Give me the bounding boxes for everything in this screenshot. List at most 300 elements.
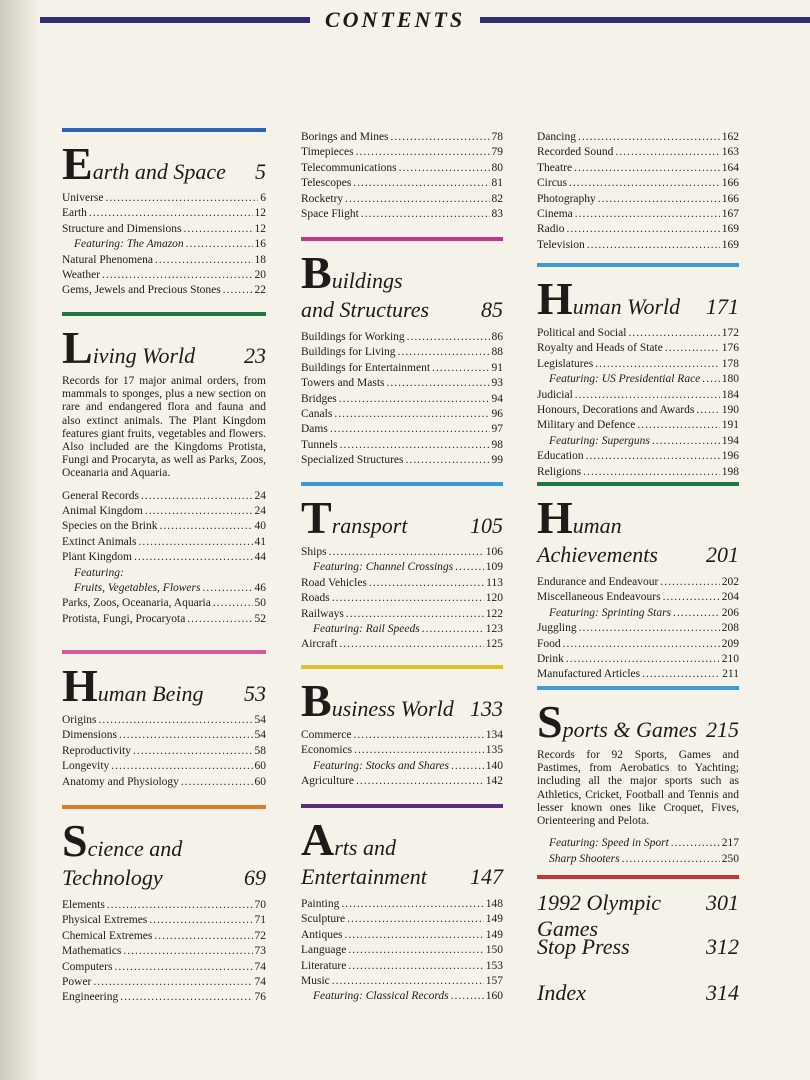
toc-entry[interactable] [62,990,266,1005]
toc-entry[interactable] [301,989,503,1004]
entry-page: 184 [721,388,739,401]
entry-title: Photography [537,192,596,205]
section-arts-and-entertainment [301,804,503,1005]
dot-leader [347,912,484,927]
toc-entry[interactable] [62,759,266,774]
section-human-being [62,650,266,790]
entry-page: 123 [485,623,503,636]
toc-entry[interactable] [301,438,503,453]
dot-leader [145,504,253,519]
stop-press-entry[interactable] [537,934,739,960]
entry-title: Honours, Decorations and Awards [537,404,695,417]
toc-entry[interactable] [537,388,739,403]
entry-title: Military and Defence [537,419,636,432]
section-page: 105 [470,513,503,538]
entry-page: 166 [721,177,739,190]
entry-page: 46 [254,582,266,595]
section-arts-continued [537,130,739,253]
entry-page: 167 [721,208,739,221]
entry-page: 211 [722,668,739,681]
section-page: 133 [470,696,503,721]
toc-entry[interactable] [301,392,503,407]
toc-entry[interactable] [62,913,266,928]
entry-title: Featuring: US Presidential Race [549,373,701,386]
entry-title: Agriculture [301,775,355,788]
toc-entry[interactable] [301,130,503,145]
entry-title: Computers [62,960,113,973]
dot-leader [399,161,490,176]
toc-entry[interactable] [537,637,739,652]
section-heading[interactable] [537,492,739,543]
entry-page: 109 [485,561,503,574]
toc-entry[interactable] [62,237,266,252]
toc-entry[interactable] [62,775,266,790]
entry-page: 209 [721,637,739,650]
entry-page: 76 [254,991,266,1004]
section-title: uman Being [97,681,204,706]
section-heading[interactable] [62,322,266,373]
entry-title: Earth [62,207,87,220]
toc-entry[interactable] [301,897,503,912]
toc-entry[interactable] [301,376,503,391]
toc-entry[interactable] [62,744,266,759]
entry-page: 176 [721,342,739,355]
toc-entry[interactable] [301,576,503,591]
entry-title: Canals [301,408,333,421]
dot-leader [406,453,490,468]
entry-title: Extinct Animals [62,535,137,548]
entry-page: 134 [485,729,503,741]
toc-entry[interactable] [537,590,739,605]
toc-entry[interactable] [301,591,503,606]
toc-entry[interactable] [62,504,266,519]
toc-entry[interactable] [301,161,503,176]
toc-entry[interactable] [62,191,266,206]
entry-page: 82 [491,192,503,205]
entry-list [62,713,266,790]
entry-page: 202 [721,576,739,588]
entry-title: Structure and Dimensions [62,222,182,235]
entry-title: Weather [62,269,101,282]
toc-entry[interactable] [301,912,503,927]
section-page: 201 [706,542,739,567]
dot-leader [696,403,719,418]
dot-leader [114,960,252,975]
entry-page: 250 [721,852,739,865]
toc-entry[interactable] [537,667,739,682]
toc-entry[interactable] [301,145,503,160]
entry-page: 74 [254,960,266,973]
toc-entry[interactable] [62,929,266,944]
toc-entry[interactable] [62,960,266,975]
dot-leader [566,652,720,667]
drop-cap: T [301,492,332,543]
section-page: 147 [470,864,503,889]
section-title: usiness World [331,696,454,721]
toc-entry[interactable] [62,222,266,237]
dot-leader [339,392,490,407]
toc-entry[interactable] [537,652,739,667]
toc-entry[interactable] [301,407,503,422]
section-heading[interactable] [537,273,739,324]
section-title: uman World [572,294,681,319]
section-title: iving World [92,343,196,368]
entry-title: Featuring: Stocks and Shares [313,759,449,772]
entry-page: 150 [485,944,503,957]
toc-entry[interactable] [62,975,266,990]
entry-title: Radio [537,223,565,236]
toc-entry[interactable] [537,449,739,464]
toc-entry[interactable] [537,222,739,237]
section-heading[interactable] [62,815,266,866]
entry-page: 50 [254,597,266,610]
entry-page: 83 [491,208,503,221]
toc-entry[interactable] [537,434,739,449]
entry-page: 97 [491,423,503,436]
entry-page: 16 [254,238,266,251]
toc-entry[interactable] [537,403,739,418]
toc-entry[interactable] [301,453,503,468]
toc-entry[interactable] [301,928,503,943]
dot-leader [99,713,253,728]
entry-page: 93 [491,377,503,390]
section-sports-and-games [537,686,739,891]
dot-leader [348,959,483,974]
dot-leader [663,590,720,605]
entry-page: 78 [491,131,503,143]
entry-title: Anatomy and Physiology [62,775,179,788]
section-description: Records for 92 Sports, Games and Pastimes, from Aerobatics to Yachting; including all the major sports such as Athletics, Cricket, Football and Tennis and lesser known ones like Croquet, Fives, Orienteering and Pelota. [537,749,739,828]
entry-title: Commerce [301,729,352,741]
entry-title: Longevity [62,760,110,773]
entry-title: Antiques [301,928,343,941]
dot-leader [154,929,252,944]
dot-leader [569,176,720,191]
section-description: Records for 17 major animal orders, from mammals to sponges, plus a new section on rare and endangered flora and fauna and also extinct animals. The Plant Kingdom features giant fruits, vegetables and flowers. Also included are the Kingdoms Protista, Fungi and Procaryta, as well as Parks, Zoos, Oceanaria and Aquaria. [62,375,266,480]
toc-entry[interactable] [62,728,266,743]
entry-list [537,575,739,683]
entry-title: Universe [62,192,104,204]
entry-title: Protista, Fungi, Procaryota [62,612,186,625]
toc-entry[interactable] [62,612,266,627]
section-science-continued [301,130,503,222]
entry-page: 99 [491,454,503,467]
dot-leader [203,581,253,596]
entry-page: 206 [721,606,739,619]
entry-title: Theatre [537,161,573,174]
entry-page: 149 [485,913,503,926]
entry-title: Dams [301,423,328,436]
toc-entry[interactable] [301,345,503,360]
toc-entry[interactable] [62,944,266,959]
entry-page: 54 [254,729,266,742]
section-title-line2: and Structures [301,297,430,322]
entry-title: Painting [301,898,340,910]
entry-page: 60 [254,760,266,773]
toc-entry[interactable] [62,519,266,534]
toc-entry[interactable] [537,161,739,176]
toc-entry[interactable] [301,622,503,637]
entry-page: 153 [485,959,503,972]
entry-page: 91 [491,361,503,374]
dot-leader [361,207,490,222]
entry-title: Telescopes [301,177,352,190]
entry-page: 191 [721,419,739,432]
toc-entry[interactable] [62,581,266,596]
section-heading[interactable] [62,660,266,711]
entry-page: 86 [491,331,503,343]
entry-title: Elements [62,899,105,911]
dot-leader [574,161,720,176]
dot-leader [356,774,484,789]
section-title-line2: Technology [62,865,163,890]
entry-list [301,130,503,222]
entry-page: 24 [254,489,266,502]
dot-leader [578,130,720,145]
section-rule [537,482,739,486]
toc-entry[interactable] [301,974,503,989]
entry-list [62,898,266,1006]
toc-entry[interactable] [301,959,503,974]
section-page: 215 [706,717,739,742]
toc-entry[interactable] [301,422,503,437]
entry-title: Sculpture [301,913,346,926]
entry-title: Natural Phenomena [62,253,154,266]
entry-title: Food [537,637,561,650]
dot-leader [332,591,484,606]
dot-leader [354,743,484,758]
dot-leader [102,268,252,283]
toc-entry[interactable] [62,713,266,728]
toc-entry[interactable] [62,283,266,298]
entry-title: Royalty and Heads of State [537,342,663,355]
entry-title: Rocketry [301,192,344,205]
section-heading-line2 [301,296,503,324]
entry-title: Towers and Masts [301,377,385,390]
entry-title: Featuring: Classical Records [313,990,449,1003]
entry-title: Political and Social [537,327,627,339]
section-rule [62,312,266,316]
entry-title: Featuring: Superguns [549,434,650,447]
toc-entry[interactable] [537,238,739,253]
section-title: rts and [334,835,396,860]
section-heading[interactable] [301,675,503,726]
toc-entry[interactable] [301,545,503,560]
entry-page: 149 [485,928,503,941]
entry-page: 164 [721,161,739,174]
toc-entry[interactable] [301,207,503,222]
entry-title: Plant Kingdom [62,551,132,564]
entry-title: Judicial [537,388,573,401]
section-transport [301,482,503,653]
dot-leader [213,596,253,611]
toc-entry[interactable] [301,728,503,743]
entry-title: Gems, Jewels and Precious Stones [62,284,221,297]
dot-leader [563,637,720,652]
toc-entry[interactable] [537,465,739,480]
stop-press-title: Stop Press [537,934,630,959]
section-heading[interactable] [537,696,739,747]
toc-entry[interactable] [62,550,266,565]
entry-page: 12 [254,222,266,235]
dot-leader [133,744,253,759]
index-entry[interactable] [537,980,739,1006]
toc-entry[interactable] [301,759,503,774]
section-page: 23 [244,343,266,368]
toc-entry[interactable] [537,418,739,433]
entry-page: 135 [485,744,503,757]
entry-title: Specialized Structures [301,454,404,467]
entry-page: 210 [721,653,739,666]
dot-leader [642,667,720,682]
section-title: uildings [331,268,403,293]
section-title: cience and [87,836,183,861]
dot-leader [407,330,490,345]
dot-leader [107,898,253,913]
toc-entry[interactable] [537,606,739,621]
toc-entry[interactable] [62,489,266,504]
entry-title: Buildings for Entertainment [301,361,431,374]
dot-leader [566,222,719,237]
entry-title: Television [537,238,585,251]
dot-leader [356,145,490,160]
toc-entry[interactable] [537,372,739,387]
toc-entry[interactable] [62,898,266,913]
section-heading-line2 [537,541,739,569]
drop-cap: E [62,138,93,189]
section-rule [301,665,503,669]
toc-entry[interactable] [62,566,266,581]
section-title-line2: Entertainment [301,864,427,889]
toc-entry[interactable] [537,145,739,160]
toc-entry[interactable] [537,341,739,356]
dot-leader [345,192,489,207]
toc-entry[interactable] [537,207,739,222]
toc-entry[interactable] [537,176,739,191]
toc-entry[interactable] [537,836,739,851]
toc-entry[interactable] [537,575,739,590]
section-human-world [537,263,739,480]
entry-page: 122 [485,607,503,620]
entry-page: 80 [491,161,503,174]
section-title: ports & Games [562,717,698,742]
section-heading[interactable] [301,814,503,865]
toc-entry[interactable] [62,206,266,221]
toc-entry[interactable] [537,621,739,636]
section-title-line2: Achievements [537,542,658,567]
entry-title: Dancing [537,131,576,143]
entry-page: 208 [721,622,739,635]
dot-leader [665,341,720,356]
toc-entry[interactable] [62,535,266,550]
section-heading[interactable] [301,492,503,543]
toc-entry[interactable] [301,607,503,622]
dot-leader [106,191,259,206]
entry-page: 81 [491,177,503,190]
dot-leader [123,944,252,959]
toc-entry[interactable] [62,596,266,611]
olympic-title: 1992 Olympic Games [537,890,662,941]
dot-leader [575,388,720,403]
entry-page: 163 [721,146,739,159]
entry-page: 178 [721,357,739,370]
toc-entry[interactable] [301,637,503,652]
entry-title: Endurance and Endeavour [537,576,659,588]
dot-leader [329,545,484,560]
toc-entry[interactable] [301,560,503,575]
section-heading[interactable] [301,247,503,298]
toc-entry[interactable] [537,192,739,207]
dot-leader [138,535,252,550]
entry-title: Engineering [62,991,119,1004]
section-title: arth and Space [92,159,226,184]
dot-leader [455,560,484,575]
entry-title: Drink [537,653,564,666]
olympic-page: 301 [706,890,739,915]
section-rule [537,686,739,690]
entry-page: 12 [254,207,266,220]
contents-header [40,7,810,40]
entry-page: 140 [485,759,503,772]
drop-cap: A [301,814,335,865]
section-heading[interactable] [62,138,266,189]
toc-entry[interactable] [301,943,503,958]
toc-entry[interactable] [301,330,503,345]
toc-entry[interactable] [301,361,503,376]
toc-entry[interactable] [537,326,739,341]
toc-entry[interactable] [301,176,503,191]
entry-page: 113 [486,576,503,589]
section-rule [62,805,266,809]
entry-page: 157 [485,975,503,988]
entry-page: 190 [721,404,739,417]
entry-page: 162 [721,131,739,143]
entry-page: 22 [254,284,266,297]
drop-cap: B [301,675,332,726]
dot-leader [141,489,253,504]
entry-title: Featuring: Speed in Sport [549,837,669,850]
entry-page: 204 [721,591,739,604]
entry-page: 169 [721,238,739,251]
dot-leader [622,852,720,867]
toc-entry[interactable] [301,743,503,758]
entry-page: 6 [260,192,266,204]
toc-entry[interactable] [62,268,266,283]
entry-title: Borings and Mines [301,131,389,143]
drop-cap: B [301,247,332,298]
entry-page: 54 [254,714,266,726]
entry-title: General Records [62,489,139,502]
toc-entry[interactable] [301,774,503,789]
dot-leader [134,550,253,565]
entry-title: Juggling [537,622,577,635]
section-page: 171 [706,294,739,319]
entry-title: Parks, Zoos, Oceanaria, Aquaria [62,597,211,610]
entry-page: 41 [254,535,266,548]
section-page: 53 [244,681,266,706]
dot-leader [637,418,719,433]
entry-title: Power [62,976,92,989]
toc-entry[interactable] [537,130,739,145]
toc-entry[interactable] [537,357,739,372]
section-earth-and-space [62,128,266,299]
toc-entry[interactable] [301,192,503,207]
section-rule [301,482,503,486]
toc-entry[interactable] [62,253,266,268]
header-rule-right [480,17,810,23]
toc-entry[interactable] [537,852,739,867]
entry-list [537,130,739,253]
